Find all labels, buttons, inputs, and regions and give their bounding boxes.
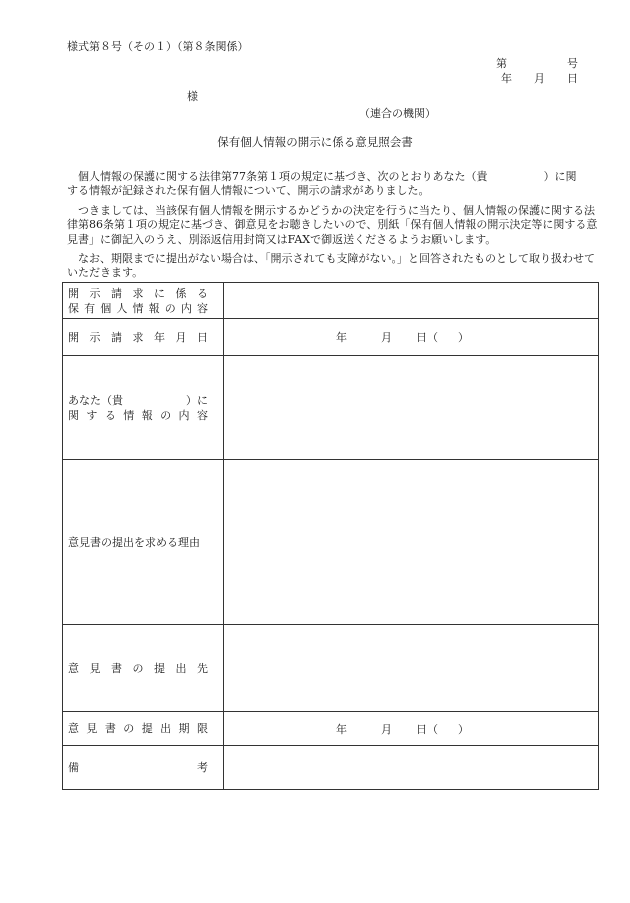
label-line [68, 661, 208, 676]
label-char: 期 [178, 722, 190, 735]
date-close-paren: ） [458, 331, 469, 344]
label-char: 情 [123, 408, 135, 422]
reason-value [224, 460, 599, 625]
label-char: 出 [160, 722, 172, 735]
label-char: 日 [197, 330, 208, 344]
label-char: 保 [68, 301, 79, 315]
label-char: 内 [180, 301, 192, 315]
body-paragraph-3: なお、期限までに提出がない場合は、「開示されても支障がない。」と回答されたものとして取り扱わせていただきます。 [67, 252, 595, 280]
body-paragraph-1 [67, 170, 603, 199]
label-char: 提 [154, 661, 165, 675]
label-line [68, 301, 208, 316]
request-date-value [224, 319, 599, 356]
label-char: の [164, 301, 176, 315]
submission-deadline-label [63, 712, 224, 746]
date-month-label: 月 [381, 331, 392, 344]
label-char: す [86, 408, 98, 422]
disclosed-info-label [63, 283, 224, 319]
submission-deadline-value [224, 712, 599, 746]
form-number: 様式第８号（その１）（第８条関係） [67, 40, 249, 53]
addressee-suffix: 様 [187, 90, 198, 103]
label-char: の [123, 722, 135, 735]
remarks-label [63, 746, 224, 790]
p1-text-a: 個人情報の保護に関する法律第77条第１項の規定に基づき、次のとおりあなた（貴 [78, 170, 488, 183]
label-char: 意 [68, 661, 79, 675]
submission-destination-label [63, 625, 224, 712]
label-line [68, 760, 208, 775]
label-char: 求 [132, 286, 144, 300]
doc-no-suffix: 号 [567, 57, 578, 70]
table-row [63, 460, 599, 625]
label-char: 開 [68, 330, 79, 344]
label-line [68, 286, 208, 301]
label-char: 提 [141, 722, 153, 735]
label-char: る [104, 408, 116, 422]
date-day-label: 日（ [416, 331, 438, 344]
label-char: 個 [100, 301, 112, 315]
date-line [501, 72, 578, 86]
label-line [68, 393, 208, 408]
label-char: 月 [175, 330, 187, 344]
label-text: 意見書の提出を求める理由 [68, 535, 200, 549]
label-char: 請 [111, 286, 122, 300]
date-day-label: 日（ [416, 722, 438, 736]
date-year-label: 年 [501, 72, 512, 85]
table-row [63, 712, 599, 746]
organization-name: （連合の機関） [359, 107, 436, 120]
request-date-label [63, 319, 224, 356]
label-char: 関 [68, 408, 79, 422]
label-char: 人 [116, 301, 128, 315]
label-char: 年 [154, 330, 165, 344]
date-month-label: 月 [381, 722, 392, 736]
label-char: 有 [84, 301, 96, 315]
label-text: あなた（貴 [68, 393, 123, 407]
table-row [63, 746, 599, 790]
label-char: 考 [197, 761, 208, 774]
opinion-request-table [62, 282, 599, 790]
document-number-line [496, 57, 578, 71]
doc-no-prefix: 第 [496, 57, 507, 70]
label-char: 見 [89, 661, 101, 675]
disclosed-info-value [224, 283, 599, 319]
body-paragraph-2: つきましては、当該保有個人情報を開示するかどうかの決定を行うに当たり、個人情報の保護に関する法律第86条第１項の規定に基づき、御意見をお聴きしたいので、別紙「保有個人情報の開示決定等に関する意見書」に御記入のうえ、別添返信用封筒又はFAXで御返送くださるようお願いします。 [67, 204, 598, 246]
p1-text-b: ）に関 [543, 170, 577, 183]
label-line [68, 330, 208, 345]
label-char: 意 [68, 722, 79, 735]
table-row [63, 319, 599, 356]
label-char: 備 [68, 761, 79, 774]
label-char: 先 [197, 661, 208, 675]
label-line [68, 408, 208, 423]
table-row [63, 283, 599, 319]
your-info-value [224, 356, 599, 460]
table-row [63, 356, 599, 460]
label-char: 出 [175, 661, 187, 675]
document-title: 保有個人情報の開示に係る意見照会書 [217, 135, 413, 149]
label-char: 求 [132, 330, 144, 344]
label-char: 限 [196, 722, 208, 735]
label-char: 容 [196, 408, 208, 422]
your-info-label [63, 356, 224, 460]
date-year-label: 年 [336, 722, 347, 736]
label-char: 見 [86, 722, 98, 735]
date-month-label: 月 [534, 72, 545, 85]
p1-text-c: する情報が記録された保有個人情報について、開示の請求がありました。 [67, 184, 430, 198]
label-char: 係 [175, 286, 187, 300]
label-text: ）に [186, 393, 208, 407]
label-char: 情 [132, 301, 144, 315]
reason-label [63, 460, 224, 625]
label-char: 書 [104, 722, 116, 735]
remarks-value [224, 746, 599, 790]
label-char: の [160, 408, 172, 422]
label-char: 請 [111, 330, 122, 344]
label-char: る [197, 286, 208, 300]
label-char: 書 [111, 661, 122, 675]
label-char: 報 [141, 408, 153, 422]
date-close-paren: ） [458, 722, 469, 736]
submission-destination-value [224, 625, 599, 712]
date-day-label: 日 [567, 72, 578, 85]
label-line [68, 721, 208, 736]
label-char: の [132, 661, 144, 675]
date-year-label: 年 [336, 331, 347, 344]
table-row [63, 625, 599, 712]
label-char: 容 [197, 301, 208, 315]
label-char: に [154, 286, 165, 300]
label-char: 報 [148, 301, 160, 315]
label-char: 示 [89, 330, 101, 344]
label-char: 示 [89, 286, 101, 300]
label-char: 内 [178, 408, 190, 422]
label-char: 開 [68, 286, 79, 300]
